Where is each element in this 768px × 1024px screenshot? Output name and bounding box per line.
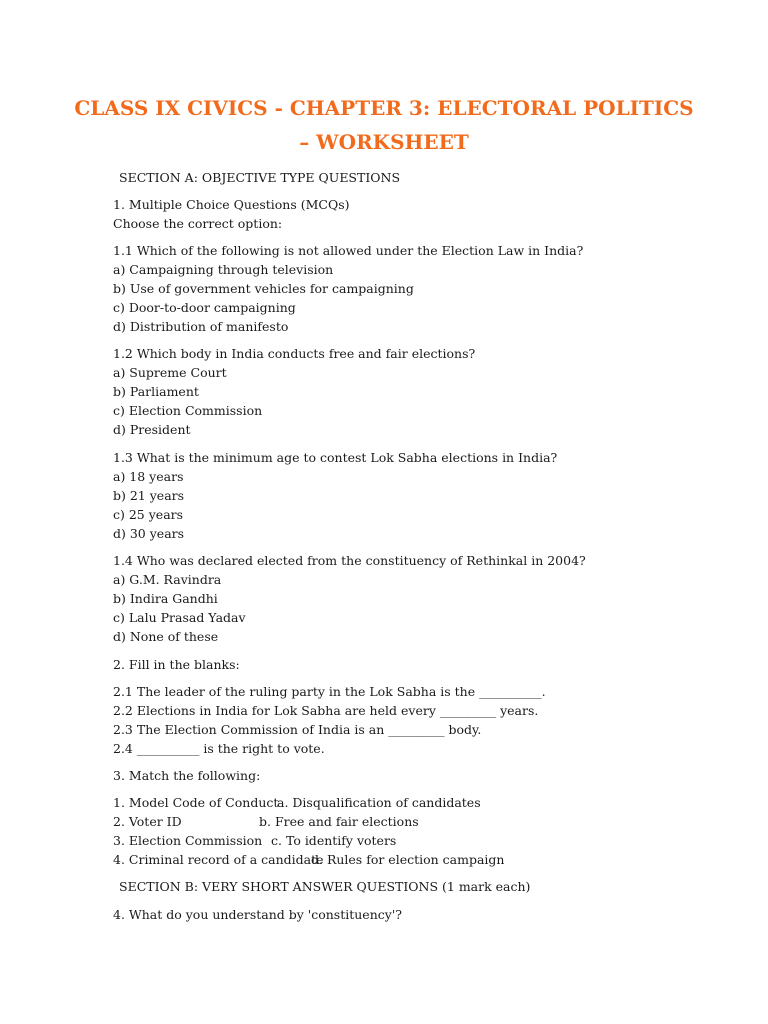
question-1-4-option-b: b) Indira Gandhi	[113, 591, 218, 606]
question-1-2-option-a: a) Supreme Court	[113, 365, 227, 380]
mcq-instruction: Choose the correct option:	[113, 216, 283, 231]
fill-blank-item: 2.1 The leader of the ruling party in the Lok Sabha is the __________.	[113, 684, 546, 699]
question-4: 4. What do you understand by 'constituency'?	[113, 907, 402, 922]
question-1-3: 1.3 What is the minimum age to contest Lok Sabha elections in India?	[113, 450, 558, 465]
match-right-item: b. Free and fair elections	[259, 814, 419, 829]
question-1-4-option-d: d) None of these	[113, 629, 219, 644]
match-right-item: c. To identify voters	[271, 833, 397, 848]
question-1-3-option-b: b) 21 years	[113, 488, 185, 503]
title-line-1: CLASS IX CIVICS - CHAPTER 3: ELECTORAL POLITICS	[74, 96, 694, 120]
match-heading: 3. Match the following:	[113, 768, 261, 783]
fill-blank-item: 2.4 __________ is the right to vote.	[113, 741, 325, 756]
fill-blanks-heading: 2. Fill in the blanks:	[113, 657, 240, 672]
section-a-heading: SECTION A: OBJECTIVE TYPE QUESTIONS	[119, 170, 401, 185]
page-title	[60, 91, 708, 159]
mcq-heading: 1. Multiple Choice Questions (MCQs)	[113, 197, 350, 212]
section-b-heading: SECTION B: VERY SHORT ANSWER QUESTIONS (1 mark each)	[119, 879, 531, 894]
match-right-item: d. Rules for election campaign	[311, 852, 505, 867]
match-left-item: 4. Criminal record of a candidate	[113, 852, 324, 867]
question-1-2-option-c: c) Election Commission	[113, 403, 263, 418]
question-1-4-option-a: a) G.M. Ravindra	[113, 572, 222, 587]
match-left-item: 2. Voter ID	[113, 814, 182, 829]
question-1-3-option-d: d) 30 years	[113, 526, 185, 541]
question-1-2: 1.2 Which body in India conducts free and fair elections?	[113, 346, 476, 361]
question-1-1-option-c: c) Door-to-door campaigning	[113, 300, 296, 315]
match-left-item: 1. Model Code of Conduct	[113, 795, 279, 810]
question-1-2-option-d: d) President	[113, 422, 191, 437]
question-1-3-option-a: a) 18 years	[113, 469, 184, 484]
question-1-1-option-b: b) Use of government vehicles for campaigning	[113, 281, 414, 296]
question-1-2-option-b: b) Parliament	[113, 384, 199, 399]
title-line-2: – WORKSHEET	[299, 130, 469, 154]
question-1-3-option-c: c) 25 years	[113, 507, 184, 522]
question-1-4-option-c: c) Lalu Prasad Yadav	[113, 610, 246, 625]
fill-blank-item: 2.2 Elections in India for Lok Sabha are held every _________ years.	[113, 703, 539, 718]
fill-blank-item: 2.3 The Election Commission of India is an _________ body.	[113, 722, 482, 737]
match-left-item: 3. Election Commission	[113, 833, 263, 848]
question-1-1: 1.1 Which of the following is not allowed under the Election Law in India?	[113, 243, 584, 258]
match-right-item: a. Disqualification of candidates	[277, 795, 481, 810]
question-1-1-option-a: a) Campaigning through television	[113, 262, 334, 277]
question-1-1-option-d: d) Distribution of manifesto	[113, 319, 289, 334]
question-1-4: 1.4 Who was declared elected from the constituency of Rethinkal in 2004?	[113, 553, 586, 568]
